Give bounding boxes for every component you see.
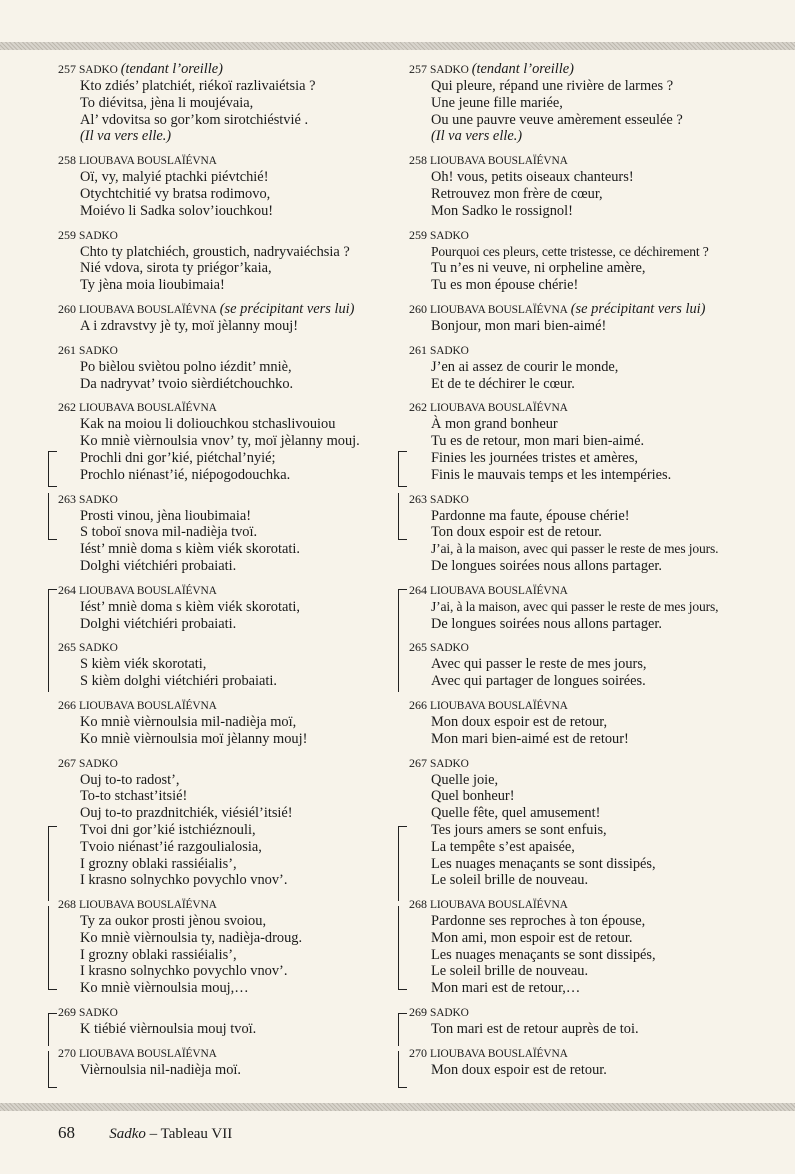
verse-line: La tempête s’est apaisée,	[431, 838, 575, 855]
line-number: 260	[58, 301, 76, 316]
stage-direction: (se précipitant vers lui)	[219, 300, 355, 317]
line-number: 270	[58, 1045, 76, 1060]
dialogue-entry	[409, 697, 789, 748]
speaker-name: SADKO	[430, 64, 469, 76]
entry-header	[409, 61, 789, 78]
running-title-section: – Tableau VII	[145, 1126, 233, 1142]
line-number: 260	[409, 301, 427, 316]
verse-line: Prochli dni gor’kié, piétchal’nyié;	[80, 449, 276, 466]
verse-line: Tes jours amers se sont enfuis,	[431, 821, 607, 838]
entry-header	[58, 301, 398, 318]
verse-line: Tu es mon épouse chérie!	[431, 277, 579, 294]
verse-line: Retrouvez mon frère de cœur,	[431, 185, 603, 202]
verse-line: Avec qui partager de longues soirées.	[431, 673, 646, 690]
line-number: 262	[409, 400, 427, 415]
verse-line: Pardonne ma faute, épouse chérie!	[431, 507, 630, 524]
verse-line: Prosti vinou, jèna lioubimaia!	[80, 507, 252, 524]
stage-direction: (se précipitant vers lui)	[570, 300, 706, 317]
verse-line: Kak na moiou li doliouchkou stchaslivouiou	[80, 416, 336, 433]
line-number: 269	[409, 1005, 427, 1020]
dialogue-entry	[58, 227, 398, 294]
verse-line: Mon mari est de retour,…	[431, 980, 581, 997]
dialogue-entry	[58, 1045, 398, 1079]
speaker-name: LIOUBAVA BOUSLAÏÉVNA	[79, 155, 217, 168]
bracket	[398, 1013, 407, 1046]
verse-line: Bonjour, mon mari bien-aimé!	[431, 317, 607, 334]
entry-header	[409, 896, 789, 913]
french-translation-column	[409, 61, 789, 1086]
verse-line: Mon mari bien-aimé est de retour!	[431, 730, 629, 747]
entry-header	[409, 152, 789, 169]
dialogue-entry	[409, 61, 789, 145]
line-number: 268	[58, 897, 76, 912]
verse-line: A i zdravstvy jè ty, moï jèlanny mouj!	[80, 317, 299, 334]
entry-header	[58, 697, 398, 714]
bracket	[48, 451, 57, 487]
speaker-name: SADKO	[79, 642, 118, 655]
entry-header	[409, 755, 789, 772]
verse-line: Avec qui passer le reste de mes jours,	[431, 656, 647, 673]
verse-line: Tu es de retour, mon mari bien-aimé.	[431, 433, 645, 450]
speaker-name: SADKO	[79, 344, 118, 357]
speaker-name: LIOUBAVA BOUSLAÏÉVNA	[79, 402, 217, 415]
verse-line: Iést’ mniè doma s kièm viék skorotati,	[80, 598, 300, 615]
line-number: 261	[409, 342, 427, 357]
verse-line: Ty jèna moia lioubimaia!	[80, 277, 225, 294]
bracket	[48, 589, 57, 692]
bracket	[398, 451, 407, 487]
verse-line: Ou une pauvre veuve amèrement esseulée ?	[431, 111, 683, 128]
speaker-name: LIOUBAVA BOUSLAÏÉVNA	[79, 699, 217, 712]
verse-line: Le soleil brille de nouveau.	[431, 963, 589, 980]
speaker-name: SADKO	[79, 1007, 118, 1020]
dialogue-entry	[409, 639, 789, 690]
line-number: 265	[58, 640, 76, 655]
speaker-name: SADKO	[430, 757, 469, 770]
speaker-name: SADKO	[430, 493, 469, 506]
verse-line: S toboï snova mil-nadièja tvoï.	[80, 524, 258, 541]
dialogue-entry	[58, 491, 398, 575]
verse-line: Ouj to-to radost’,	[80, 771, 180, 788]
dialogue-entry	[409, 342, 789, 393]
verse-line: Finis le mauvais temps et les intempéries.	[431, 466, 672, 483]
verse-line: Et de te déchirer le cœur.	[431, 375, 575, 392]
verse-line: (Il va vers elle.)	[80, 128, 172, 145]
stage-direction: (tendant l’oreille)	[471, 61, 574, 77]
line-number: 267	[409, 755, 427, 770]
entry-header	[409, 301, 789, 318]
dialogue-entry	[58, 639, 398, 690]
speaker-name: LIOUBAVA BOUSLAÏÉVNA	[430, 303, 568, 316]
dialogue-entry	[58, 1004, 398, 1038]
line-number: 264	[58, 582, 76, 597]
line-number: 267	[58, 755, 76, 770]
verse-line: De longues soirées nous allons partager.	[431, 615, 662, 632]
verse-line: Ton mari est de retour auprès de toi.	[431, 1021, 639, 1038]
entry-header	[409, 399, 789, 416]
verse-line: I krasno solnychko povychlo vnov’.	[80, 963, 288, 980]
entry-header	[58, 1045, 398, 1062]
verse-line: Da nadryvat’ tvoio sièrdiétchouchko.	[80, 375, 294, 392]
dialogue-entry	[58, 896, 398, 997]
verse-line: Mon ami, mon espoir est de retour.	[431, 929, 633, 946]
verse-line: Les nuages menaçants se sont dissipés,	[431, 855, 656, 872]
verse-line: I grozny oblaki rassiéialis’,	[80, 855, 237, 872]
verse-line: Po bièlou sviètou polno iézdit’ mniè,	[80, 358, 292, 375]
verse-line: Mon Sadko le rossignol!	[431, 202, 573, 219]
speaker-name: SADKO	[79, 64, 118, 76]
dialogue-entry	[409, 1045, 789, 1079]
verse-line: To-to stchast’itsié!	[80, 788, 188, 805]
top-border-rule	[0, 42, 795, 50]
verse-line: S kièm dolghi viétchiéri probaiati.	[80, 673, 278, 690]
verse-line: Une jeune fille mariée,	[431, 94, 563, 111]
line-number: 257	[409, 62, 427, 76]
bracket	[48, 906, 57, 990]
verse-line: Chto ty platchiéch, groustich, nadryvaiéchsia ?	[80, 243, 350, 260]
line-number: 268	[409, 897, 427, 912]
page-number: 68	[58, 1123, 75, 1142]
line-number: 263	[58, 491, 76, 506]
running-title-work: Sadko	[109, 1126, 146, 1142]
verse-line: Oh! vous, petits oiseaux chanteurs!	[431, 169, 634, 186]
entry-header	[58, 61, 398, 78]
verse-line: J’en ai assez de courir le monde,	[431, 358, 619, 375]
verse-line: Qui pleure, répand une rivière de larmes ?	[431, 78, 674, 94]
verse-line: Ko mniè vièrnoulsia vnov’ ty, moï jèlanny mouj.	[80, 433, 360, 450]
entry-header	[58, 1004, 398, 1021]
verse-line: Tvoi dni gor’kié istchiéznouli,	[80, 821, 256, 838]
speaker-name: SADKO	[79, 229, 118, 242]
line-number: 266	[58, 697, 76, 712]
verse-line: Dolghi viétchiéri probaiati.	[80, 557, 237, 574]
verse-line: Finies les journées tristes et amères,	[431, 449, 639, 466]
line-number: 269	[58, 1005, 76, 1020]
entry-header	[409, 342, 789, 359]
russian-text-column	[58, 61, 398, 1086]
line-number: 266	[409, 697, 427, 712]
line-number: 257	[58, 62, 76, 76]
speaker-name: SADKO	[430, 1007, 469, 1020]
line-number: 258	[58, 153, 76, 168]
verse-line: Ty za oukor prosti jènou svoiou,	[80, 913, 267, 930]
line-number: 264	[409, 582, 427, 597]
line-number: 265	[409, 640, 427, 655]
dialogue-entry	[409, 152, 789, 219]
verse-line: J’ai, à la maison, avec qui passer le reste de mes jours,	[431, 598, 719, 614]
verse-line: Quelle joie,	[431, 771, 499, 788]
verse-line: (Il va vers elle.)	[431, 128, 523, 145]
entry-header	[58, 491, 398, 508]
bracket	[48, 1051, 57, 1088]
verse-line: Moiévo li Sadka solov’iouchkou!	[80, 202, 274, 219]
bracket	[398, 493, 407, 540]
entry-header	[409, 582, 789, 599]
line-number: 259	[409, 227, 427, 242]
verse-line: Vièrnoulsia nil-nadièja moï.	[80, 1061, 241, 1078]
speaker-name: LIOUBAVA BOUSLAÏÉVNA	[79, 1047, 217, 1060]
verse-line: I grozny oblaki rassiéialis’,	[80, 946, 237, 963]
entry-header	[409, 639, 789, 656]
speaker-name: SADKO	[79, 493, 118, 506]
entry-header	[409, 697, 789, 714]
dialogue-entry	[58, 755, 398, 890]
verse-line: K tiébié vièrnoulsia mouj tvoï.	[80, 1021, 257, 1038]
verse-line: À mon grand bonheur	[431, 416, 558, 433]
dialogue-entry	[409, 399, 789, 483]
line-number: 258	[409, 153, 427, 168]
verse-line: S kièm viék skorotati,	[80, 656, 207, 673]
verse-line: To diévitsa, jèna li moujévaia,	[80, 94, 254, 111]
verse-line: Ko mniè vièrnoulsia mouj,…	[80, 980, 249, 997]
verse-line: Pourquoi ces pleurs, cette tristesse, ce déchirement ?	[431, 243, 709, 259]
bracket	[48, 1013, 57, 1046]
dialogue-entry	[58, 301, 398, 335]
line-number: 261	[58, 342, 76, 357]
entry-header	[58, 755, 398, 772]
running-title	[109, 1126, 232, 1142]
verse-line: Ko mniè vièrnoulsia moï jèlanny mouj!	[80, 730, 308, 747]
line-number: 263	[409, 491, 427, 506]
speaker-name: LIOUBAVA BOUSLAÏÉVNA	[430, 155, 568, 168]
speaker-name: LIOUBAVA BOUSLAÏÉVNA	[79, 899, 217, 912]
speaker-name: LIOUBAVA BOUSLAÏÉVNA	[79, 584, 217, 597]
speaker-name: LIOUBAVA BOUSLAÏÉVNA	[430, 402, 568, 415]
verse-line: Ko mniè vièrnoulsia ty, nadièja-droug.	[80, 929, 303, 946]
line-number: 270	[409, 1045, 427, 1060]
entry-header	[58, 342, 398, 359]
speaker-name: LIOUBAVA BOUSLAÏÉVNA	[430, 1047, 568, 1060]
page-footer	[58, 1123, 232, 1143]
speaker-name: LIOUBAVA BOUSLAÏÉVNA	[430, 584, 568, 597]
dialogue-entry	[58, 582, 398, 633]
entry-header	[58, 227, 398, 244]
verse-line: Quel bonheur!	[431, 788, 515, 805]
verse-line: Otychtchitié vy bratsa rodimovo,	[80, 185, 271, 202]
verse-line: Ouj to-to prazdnitchiék, viésiél’itsié!	[80, 805, 293, 822]
verse-line: Dolghi viétchiéri probaiati.	[80, 615, 237, 632]
dialogue-entry	[409, 896, 789, 997]
entry-header	[58, 639, 398, 656]
verse-line: De longues soirées nous allons partager.	[431, 557, 662, 574]
entry-header	[58, 896, 398, 913]
bracket	[48, 493, 57, 540]
dialogue-entry	[409, 491, 789, 575]
dialogue-entry	[409, 582, 789, 633]
dialogue-entry	[58, 342, 398, 393]
line-number: 259	[58, 227, 76, 242]
bracket	[48, 826, 57, 901]
verse-line: Tvoio niénast’ié razgoulialosia,	[80, 838, 262, 855]
dialogue-entry	[58, 697, 398, 748]
verse-line: Mon doux espoir est de retour.	[431, 1061, 607, 1078]
entry-header	[409, 1045, 789, 1062]
entry-header	[58, 399, 398, 416]
verse-line: Les nuages menaçants se sont dissipés,	[431, 946, 656, 963]
speaker-name: LIOUBAVA BOUSLAÏÉVNA	[79, 303, 217, 316]
verse-line: I krasno solnychko povychlo vnov’.	[80, 872, 288, 889]
dialogue-entry	[409, 1004, 789, 1038]
entry-header	[409, 1004, 789, 1021]
dialogue-entry	[58, 61, 398, 145]
line-number: 262	[58, 400, 76, 415]
bottom-border-rule	[0, 1103, 795, 1111]
speaker-name: SADKO	[430, 642, 469, 655]
dialogue-entry	[409, 301, 789, 335]
verse-line: Ton doux espoir est de retour.	[431, 524, 602, 541]
dialogue-entry	[58, 152, 398, 219]
stage-direction: (tendant l’oreille)	[120, 61, 223, 77]
verse-line: Mon doux espoir est de retour,	[431, 713, 608, 730]
entry-header	[58, 152, 398, 169]
speaker-name: SADKO	[430, 344, 469, 357]
verse-line: Kto zdiés’ platchiét, riékoï razlivaiétsia ?	[80, 78, 316, 94]
verse-line: Al’ vdovitsa so gor’kom sirotchiéstvié .	[80, 111, 309, 128]
speaker-name: LIOUBAVA BOUSLAÏÉVNA	[430, 899, 568, 912]
speaker-name: LIOUBAVA BOUSLAÏÉVNA	[430, 699, 568, 712]
speaker-name: SADKO	[430, 229, 469, 242]
entry-header	[58, 582, 398, 599]
bracket	[398, 906, 407, 990]
verse-line: Le soleil brille de nouveau.	[431, 872, 589, 889]
dialogue-entry	[409, 755, 789, 890]
dialogue-entry	[58, 399, 398, 483]
verse-line: Iést’ mniè doma s kièm viék skorotati.	[80, 541, 300, 558]
bracket	[398, 826, 407, 901]
entry-header	[409, 491, 789, 508]
verse-line: Tu n’es ni veuve, ni orpheline amère,	[431, 260, 646, 277]
speaker-name: SADKO	[79, 757, 118, 770]
dialogue-entry	[409, 227, 789, 294]
verse-line: Nié vdova, sirota ty priégor’kaia,	[80, 260, 272, 277]
verse-line: Pardonne ses reproches à ton épouse,	[431, 913, 646, 930]
verse-line: Ko mniè vièrnoulsia mil-nadièja moï,	[80, 713, 297, 730]
verse-line: Oï, vy, malyié ptachki piévtchié!	[80, 169, 269, 186]
verse-line: Quelle fête, quel amusement!	[431, 805, 601, 822]
bracket	[398, 1051, 407, 1088]
verse-line: Prochlo niénast’ié, niépogodouchka.	[80, 466, 291, 483]
verse-line: J’ai, à la maison, avec qui passer le reste de mes jours.	[431, 541, 719, 557]
entry-header	[409, 227, 789, 244]
bracket	[398, 589, 407, 692]
